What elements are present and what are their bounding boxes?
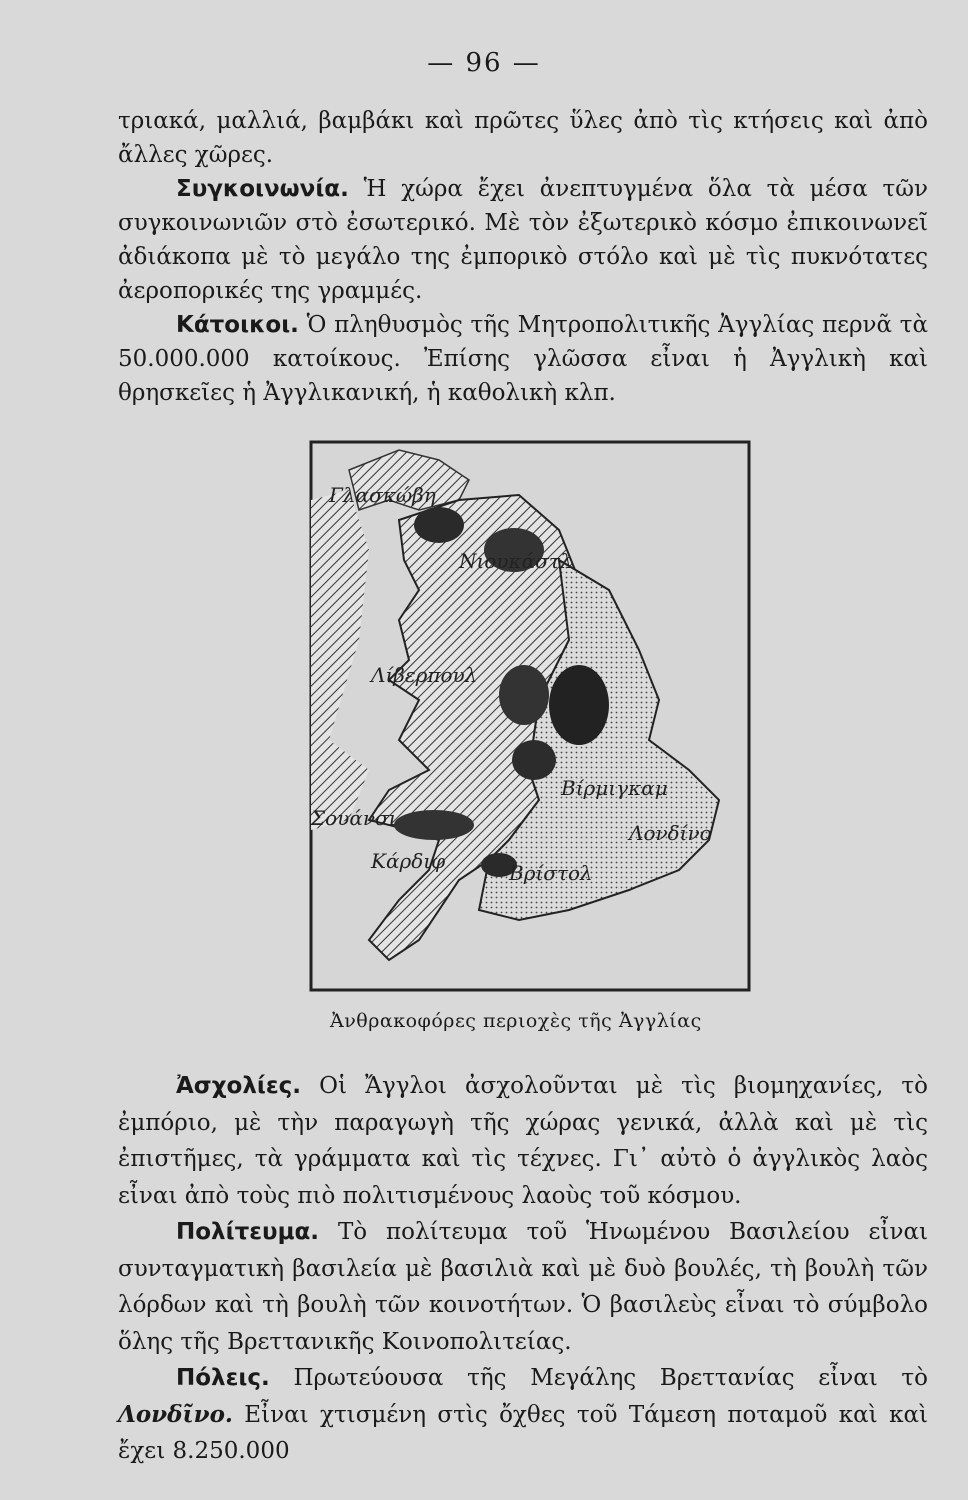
- label-bristol: Βρίστολ: [509, 861, 593, 885]
- communication-text: Ἡ χώρα ἔχει ἀνεπτυγμένα ὅλα τὰ μέσα τῶν συγκοινωνιῶν στὸ ἐσωτερικό. Μὲ τὸν ἐξωτερικὸ κόσμο ἐπικοινωνεῖ ἀδιάκοπα μὲ τὸ μεγάλο της ἐμπορικὸ στόλο καὶ μὲ τὶς πυκνότατες ἀεροπορικές της γραμμές.: [118, 176, 928, 304]
- coalfield-lancashire: [499, 665, 549, 725]
- coalfield-wales: [394, 810, 474, 840]
- occupations-paragraph: [118, 1068, 928, 1214]
- coalfield-scotland: [414, 507, 464, 543]
- label-swansea: Σουάνσι: [311, 806, 397, 830]
- coalfield-midlands: [512, 740, 556, 780]
- communication-heading: Συγκοινωνία.: [176, 176, 349, 202]
- page-number: — 96 —: [427, 48, 541, 78]
- label-cardiff: Κάρδιφ: [371, 849, 446, 873]
- inhabitants-heading: Κάτοικοι.: [176, 312, 299, 338]
- coal-regions-map: [309, 440, 751, 992]
- occupations-text: Οἱ Ἄγγλοι ἀσχολοῦνται μὲ τὶς βιομηχανίες, τὸ ἐμπόριο, μὲ τὴν παραγωγὴ τῆς χώρας γενικά, ἀλλὰ καὶ μὲ τὶς ἐπιστῆμες, τὰ γράμματα καὶ τὶς τέχνες. Γι᾿ αὐτὸ ὁ ἀγγλικὸς λαὸς εἶναι ἀπὸ τοὺς πιὸ πολιτισμένους λαοὺς τοῦ κόσμου.: [118, 1073, 928, 1209]
- communication-paragraph: [118, 172, 928, 308]
- intro-paragraph: [118, 104, 928, 172]
- government-heading: Πολίτευμα.: [176, 1219, 320, 1245]
- occupations-heading: Ἀσχολίες.: [176, 1073, 302, 1099]
- inhabitants-text: Ὁ πληθυσμὸς τῆς Μητροπολιτικῆς Ἀγγλίας περνᾶ τὰ 50.000.000 κατοίκους. Ἐπίσης γλῶσσα εἶναι ἡ Ἀγγλικὴ καὶ θρησκεῖες ἡ Ἀγγλικανική, ἡ καθολικὴ κλπ.: [118, 312, 929, 406]
- inhabitants-paragraph: [118, 308, 928, 410]
- label-london: Λονδίνο: [629, 821, 712, 845]
- cities-text-before: Πρωτεύουσα τῆς Μεγάλης Βρεττανίας εἶναι τὸ: [293, 1365, 928, 1391]
- coalfield-yorkshire: [549, 665, 609, 745]
- intro-text: τριακά, μαλλιά, βαμβάκι καὶ πρῶτες ὕλες ἀπὸ τὶς κτήσεις καὶ ἀπὸ ἄλλες χῶρες.: [118, 108, 928, 168]
- map-caption: Ἀνθρακοφόρες περιοχὲς τῆς Ἀγγλίας: [330, 1010, 702, 1032]
- bottom-text-block: [118, 1068, 928, 1470]
- cities-paragraph: [118, 1360, 928, 1470]
- top-text-block: [118, 104, 928, 410]
- cities-text-after: Εἶναι χτισμένη στὶς ὄχθες τοῦ Τάμεση ποταμοῦ καὶ καὶ ἔχει 8.250.000: [118, 1401, 928, 1464]
- capital-name: Λονδῖνο.: [118, 1400, 233, 1428]
- label-newcastle: Νιουκάστλ: [459, 549, 573, 573]
- label-liverpool: Λίβερπουλ: [371, 663, 478, 687]
- label-birmingham: Βίρμιγκαμ: [561, 776, 668, 800]
- cities-heading: Πόλεις.: [176, 1365, 270, 1391]
- england-map-illustration: [309, 440, 751, 992]
- label-glasgow: Γλασκώβη: [329, 483, 436, 507]
- government-paragraph: [118, 1214, 928, 1360]
- government-text: Τὸ πολίτευμα τοῦ Ἡνωμένου Βασιλείου εἶναι συνταγματικὴ βασιλεία μὲ βασιλιὰ καὶ μὲ δυὸ βουλές, τὴ βουλὴ τῶν λόρδων καὶ τὴ βουλὴ τῶν κοινοτήτων. Ὁ βασιλεὺς εἶναι τὸ σύμβολο ὅλης τῆς Βρεττανικῆς Κοινοπολιτείας.: [118, 1219, 929, 1355]
